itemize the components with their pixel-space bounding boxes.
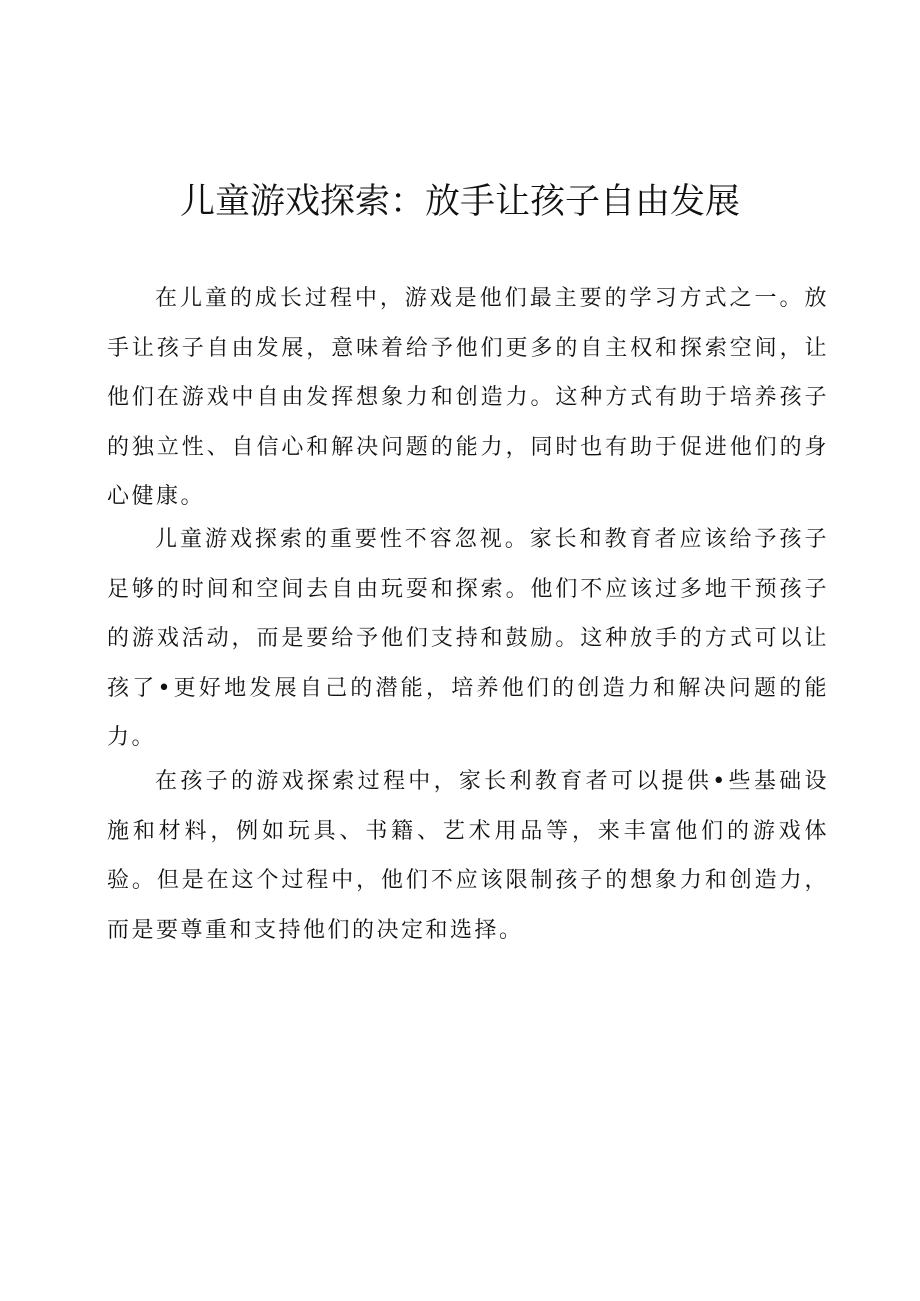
paragraph-3: 在孩子的游戏探索过程中，家长利教育者可以提供•些基础设施和材料，例如玩具、书籍、艺术用品等，来丰富他们的游戏体验。但是在这个过程中，他们不应该限制孩子的想象力和创造力，而是要尊重和支持他们的决定和选择。 bbox=[107, 769, 829, 943]
document-title: 儿童游戏探索：放手让孩子自由发展 bbox=[179, 182, 740, 222]
paragraph-2: 儿童游戏探索的重要性不容忽视。家长和教育者应该给予孩子足够的时间和空间去自由玩耍和探索。他们不应该过多地干预孩子的游戏活动，而是要给予他们支持和鼓励。这种放手的方式可以让孩了•更好地发展自己的潜能，培养他们的创造力和解决问题的能力。 bbox=[107, 527, 829, 750]
paragraph-1: 在儿童的成长过程中，游戏是他们最主要的学习方式之一。放手让孩子自由发展，意味着给予他们更多的自主权和探索空间，让他们在游戏中自由发挥想象力和创造力。这种方式有助于培养孩子的独立性、自信心和解决问题的能力，同时也有助于促进他们的身心健康。 bbox=[107, 286, 829, 509]
